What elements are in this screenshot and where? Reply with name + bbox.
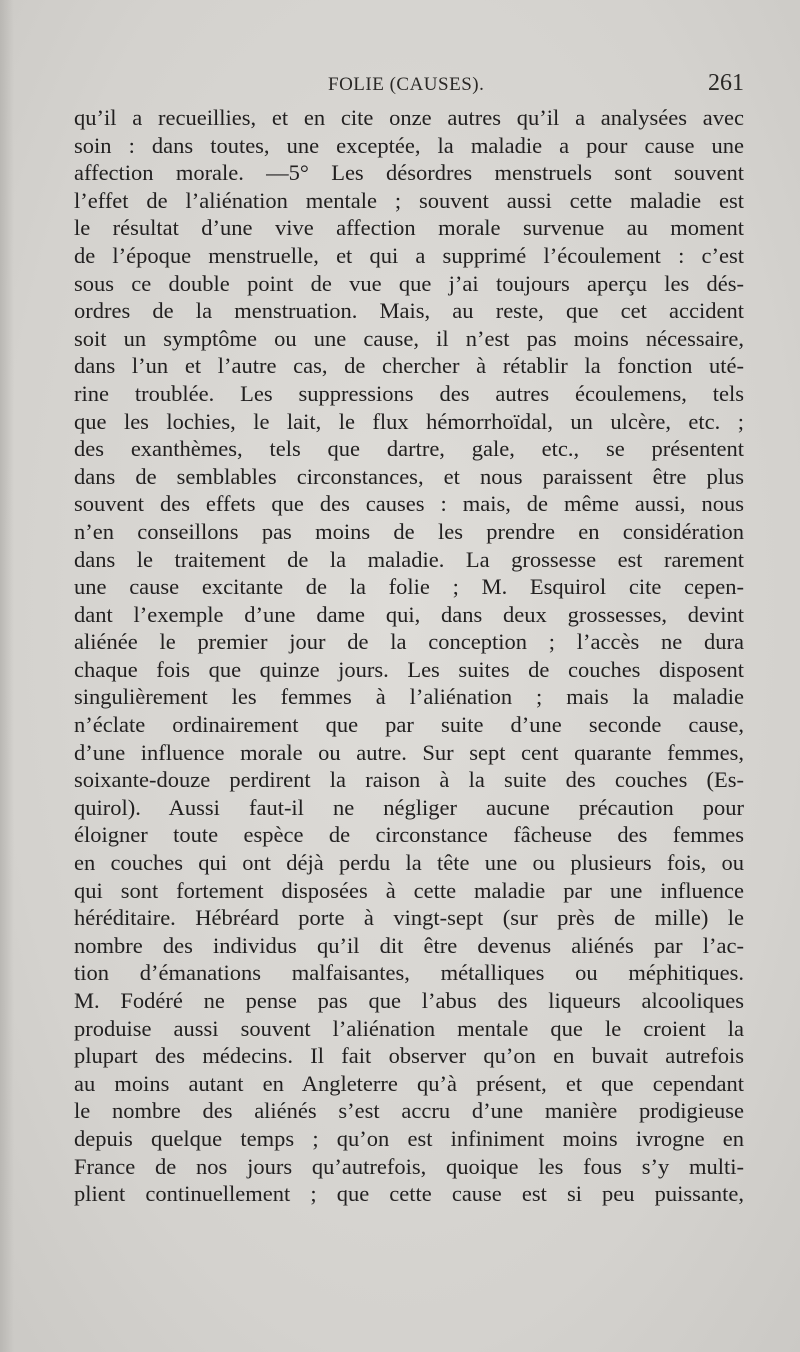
- text-line: une cause excitante de la folie ; M. Esquirol cite cepen-: [74, 574, 744, 600]
- text-line: France de nos jours qu’autrefois, quoique les fous s’y multi-: [74, 1153, 744, 1179]
- text-line: affection morale. —5° Les désordres menstruels sont souvent: [74, 160, 744, 186]
- page-header: [74, 70, 744, 100]
- text-line: soit un symptôme ou une cause, il n’est pas moins nécessaire,: [74, 325, 744, 351]
- text-line: dans le traitement de la maladie. La grossesse est rarement: [74, 546, 744, 572]
- text-line: plient continuellement ; que cette cause est si peu puissante,: [74, 1181, 744, 1207]
- text-line: ordres de la menstruation. Mais, au reste, que cet accident: [74, 298, 744, 324]
- text-line: sous ce double point de vue que j’ai toujours aperçu les dés-: [74, 270, 744, 296]
- text-line: des exanthèmes, tels que dartre, gale, etc., se présentent: [74, 436, 744, 462]
- text-line: singulièrement les femmes à l’aliénation ; mais la maladie: [74, 684, 744, 710]
- running-head: FOLIE (CAUSES).: [328, 74, 485, 95]
- text-line: de l’époque menstruelle, et qui a supprimé l’écoulement : c’est: [74, 242, 744, 268]
- text-line: soin : dans toutes, une exceptée, la maladie a pour cause une: [74, 132, 744, 158]
- text-line: chaque fois que quinze jours. Les suites de couches disposent: [74, 656, 744, 682]
- text-line: en couches qui ont déjà perdu la tête une ou plusieurs fois, ou: [74, 850, 744, 876]
- text-line: tion d’émanations malfaisantes, métalliques ou méphitiques.: [74, 960, 744, 986]
- text-line: aliénée le premier jour de la conception ; l’accès ne dura: [74, 629, 744, 655]
- text-line: souvent des effets que des causes : mais, de même aussi, nous: [74, 491, 744, 517]
- text-line: dans l’un et l’autre cas, de chercher à rétablir la fonction uté-: [74, 353, 744, 379]
- text-line: le résultat d’une vive affection morale survenue au moment: [74, 215, 744, 241]
- text-line: l’effet de l’aliénation mentale ; souvent aussi cette maladie est: [74, 187, 744, 213]
- text-line: M. Fodéré ne pense pas que l’abus des liqueurs alcooliques: [74, 988, 744, 1013]
- text-line: éloigner toute espèce de circonstance fâcheuse des femmes: [74, 822, 744, 848]
- text-line: n’en conseillons pas moins de les prendre en considération: [74, 518, 744, 544]
- text-line: dant l’exemple d’une dame qui, dans deux grossesses, devint: [74, 601, 744, 627]
- text-line: héréditaire. Hébréard porte à vingt-sept (sur près de mille) le: [74, 905, 744, 931]
- text-line: qu’il a recueillies, et en cite onze autres qu’il a analysées avec: [74, 105, 744, 130]
- text-line: le nombre des aliénés s’est accru d’une manière prodigieuse: [74, 1098, 744, 1124]
- text-line: d’une influence morale ou autre. Sur sept cent quarante femmes,: [74, 739, 744, 765]
- text-line: n’éclate ordinairement que par suite d’une seconde cause,: [74, 712, 744, 738]
- text-line: rine troublée. Les suppressions des autres écoulemens, tels: [74, 380, 744, 406]
- text-line: produise aussi souvent l’aliénation mentale que le croient la: [74, 1015, 744, 1041]
- text-line: soixante-douze perdirent la raison à la suite des couches (Es-: [74, 767, 744, 793]
- text-line: qui sont fortement disposées à cette maladie par une influence: [74, 877, 744, 903]
- text-line: dans de semblables circonstances, et nous paraissent être plus: [74, 463, 744, 489]
- text-line: quirol). Aussi faut-il ne négliger aucune précaution pour: [74, 794, 744, 820]
- body-text: [74, 104, 744, 1208]
- text-line: nombre des individus qu’il dit être devenus aliénés par l’ac-: [74, 932, 744, 958]
- text-line: au moins autant en Angleterre qu’à présent, et que cependant: [74, 1070, 744, 1096]
- text-line: plupart des médecins. Il fait observer qu’on en buvait autrefois: [74, 1043, 744, 1069]
- text-line: que les lochies, le lait, le flux hémorrhoïdal, un ulcère, etc. ;: [74, 408, 744, 434]
- page-number: 261: [708, 70, 744, 96]
- text-line: depuis quelque temps ; qu’on est infiniment moins ivrogne en: [74, 1125, 744, 1151]
